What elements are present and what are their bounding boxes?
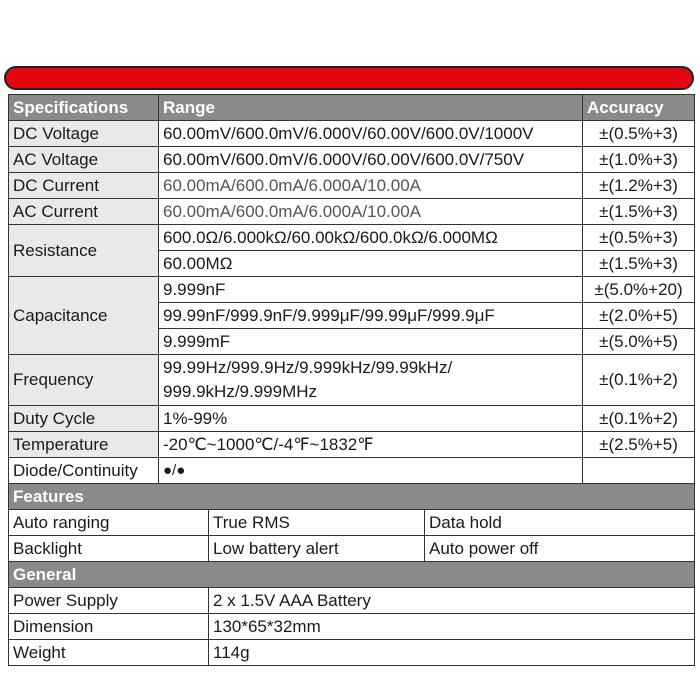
- feature-true-rms: True RMS: [209, 510, 425, 536]
- general-row-dimension: [9, 614, 695, 640]
- features-row-2: [9, 536, 695, 562]
- range-temperature: -20℃~1000℃/-4℉~1832℉: [159, 432, 583, 458]
- general-power-value: 2 x 1.5V AAA Battery: [209, 588, 695, 614]
- range-capacitance-1: 9.999nF: [159, 277, 583, 303]
- general-power-label: Power Supply: [9, 588, 209, 614]
- label-temperature: Temperature: [9, 432, 159, 458]
- feature-auto-ranging: Auto ranging: [9, 510, 209, 536]
- acc-dc-voltage: ±(0.5%+3): [583, 121, 695, 147]
- general-weight-label: Weight: [9, 640, 209, 666]
- row-ac-current: [9, 199, 695, 225]
- general-title: General: [9, 562, 695, 588]
- general-dimension-value: 130*65*32mm: [209, 614, 695, 640]
- general-row-weight: [9, 640, 695, 666]
- acc-duty-cycle: ±(0.1%+2): [583, 406, 695, 432]
- acc-dc-current: ±(1.2%+3): [583, 173, 695, 199]
- range-diode-continuity: ●/●: [159, 458, 583, 484]
- header-specifications: Specifications: [9, 95, 159, 121]
- spec-table: [8, 94, 695, 666]
- general-weight-value: 114g: [209, 640, 695, 666]
- row-dc-voltage: [9, 121, 695, 147]
- label-dc-voltage: DC Voltage: [9, 121, 159, 147]
- header-accuracy: Accuracy: [583, 95, 695, 121]
- label-duty-cycle: Duty Cycle: [9, 406, 159, 432]
- range-resistance-2: 60.00MΩ: [159, 251, 583, 277]
- features-title: Features: [9, 484, 695, 510]
- label-resistance: Resistance: [9, 225, 159, 277]
- row-duty-cycle: [9, 406, 695, 432]
- row-temperature: [9, 432, 695, 458]
- feature-auto-power-off: Auto power off: [425, 536, 695, 562]
- feature-low-battery-alert: Low battery alert: [209, 536, 425, 562]
- range-capacitance-2: 99.99nF/999.9nF/9.999μF/99.99μF/999.9μF: [159, 303, 583, 329]
- features-header-row: [9, 484, 695, 510]
- general-row-power: [9, 588, 695, 614]
- row-dc-current: [9, 173, 695, 199]
- acc-capacitance-1: ±(5.0%+20): [583, 277, 695, 303]
- acc-ac-voltage: ±(1.0%+3): [583, 147, 695, 173]
- label-ac-current: AC Current: [9, 199, 159, 225]
- range-capacitance-3: 9.999mF: [159, 329, 583, 355]
- general-dimension-label: Dimension: [9, 614, 209, 640]
- row-diode-continuity: [9, 458, 695, 484]
- label-dc-current: DC Current: [9, 173, 159, 199]
- acc-resistance-1: ±(0.5%+3): [583, 225, 695, 251]
- general-header-row: [9, 562, 695, 588]
- range-frequency: [159, 355, 583, 406]
- label-diode-continuity: Diode/Continuity: [9, 458, 159, 484]
- range-resistance-1: 600.0Ω/6.000kΩ/60.00kΩ/600.0kΩ/6.000MΩ: [159, 225, 583, 251]
- row-frequency: [9, 355, 695, 406]
- range-duty-cycle: 1%-99%: [159, 406, 583, 432]
- row-resistance-1: [9, 225, 695, 251]
- row-capacitance-1: [9, 277, 695, 303]
- acc-capacitance-3: ±(5.0%+5): [583, 329, 695, 355]
- range-frequency-line-2: 999.9kHz/9.999MHz: [163, 382, 318, 401]
- acc-capacitance-2: ±(2.0%+5): [583, 303, 695, 329]
- range-ac-voltage: 60.00mV/600.0mV/6.000V/60.00V/600.0V/750V: [159, 147, 583, 173]
- row-ac-voltage: [9, 147, 695, 173]
- range-dc-current: 60.00mA/600.0mA/6.000A/10.00A: [159, 173, 583, 199]
- acc-frequency: ±(0.1%+2): [583, 355, 695, 406]
- features-row-1: [9, 510, 695, 536]
- header-range: Range: [159, 95, 583, 121]
- range-ac-current: 60.00mA/600.0mA/6.000A/10.00A: [159, 199, 583, 225]
- label-frequency: Frequency: [9, 355, 159, 406]
- spec-header-row: [9, 95, 695, 121]
- acc-resistance-2: ±(1.5%+3): [583, 251, 695, 277]
- range-dc-voltage: 60.00mV/600.0mV/6.000V/60.00V/600.0V/1000V: [159, 121, 583, 147]
- label-ac-voltage: AC Voltage: [9, 147, 159, 173]
- feature-backlight: Backlight: [9, 536, 209, 562]
- label-capacitance: Capacitance: [9, 277, 159, 355]
- acc-diode-continuity: [583, 458, 695, 484]
- feature-data-hold: Data hold: [425, 510, 695, 536]
- acc-temperature: ±(2.5%+5): [583, 432, 695, 458]
- range-frequency-line-1: 99.99Hz/999.9Hz/9.999kHz/99.99kHz/: [163, 358, 453, 377]
- red-banner: [4, 66, 694, 90]
- acc-ac-current: ±(1.5%+3): [583, 199, 695, 225]
